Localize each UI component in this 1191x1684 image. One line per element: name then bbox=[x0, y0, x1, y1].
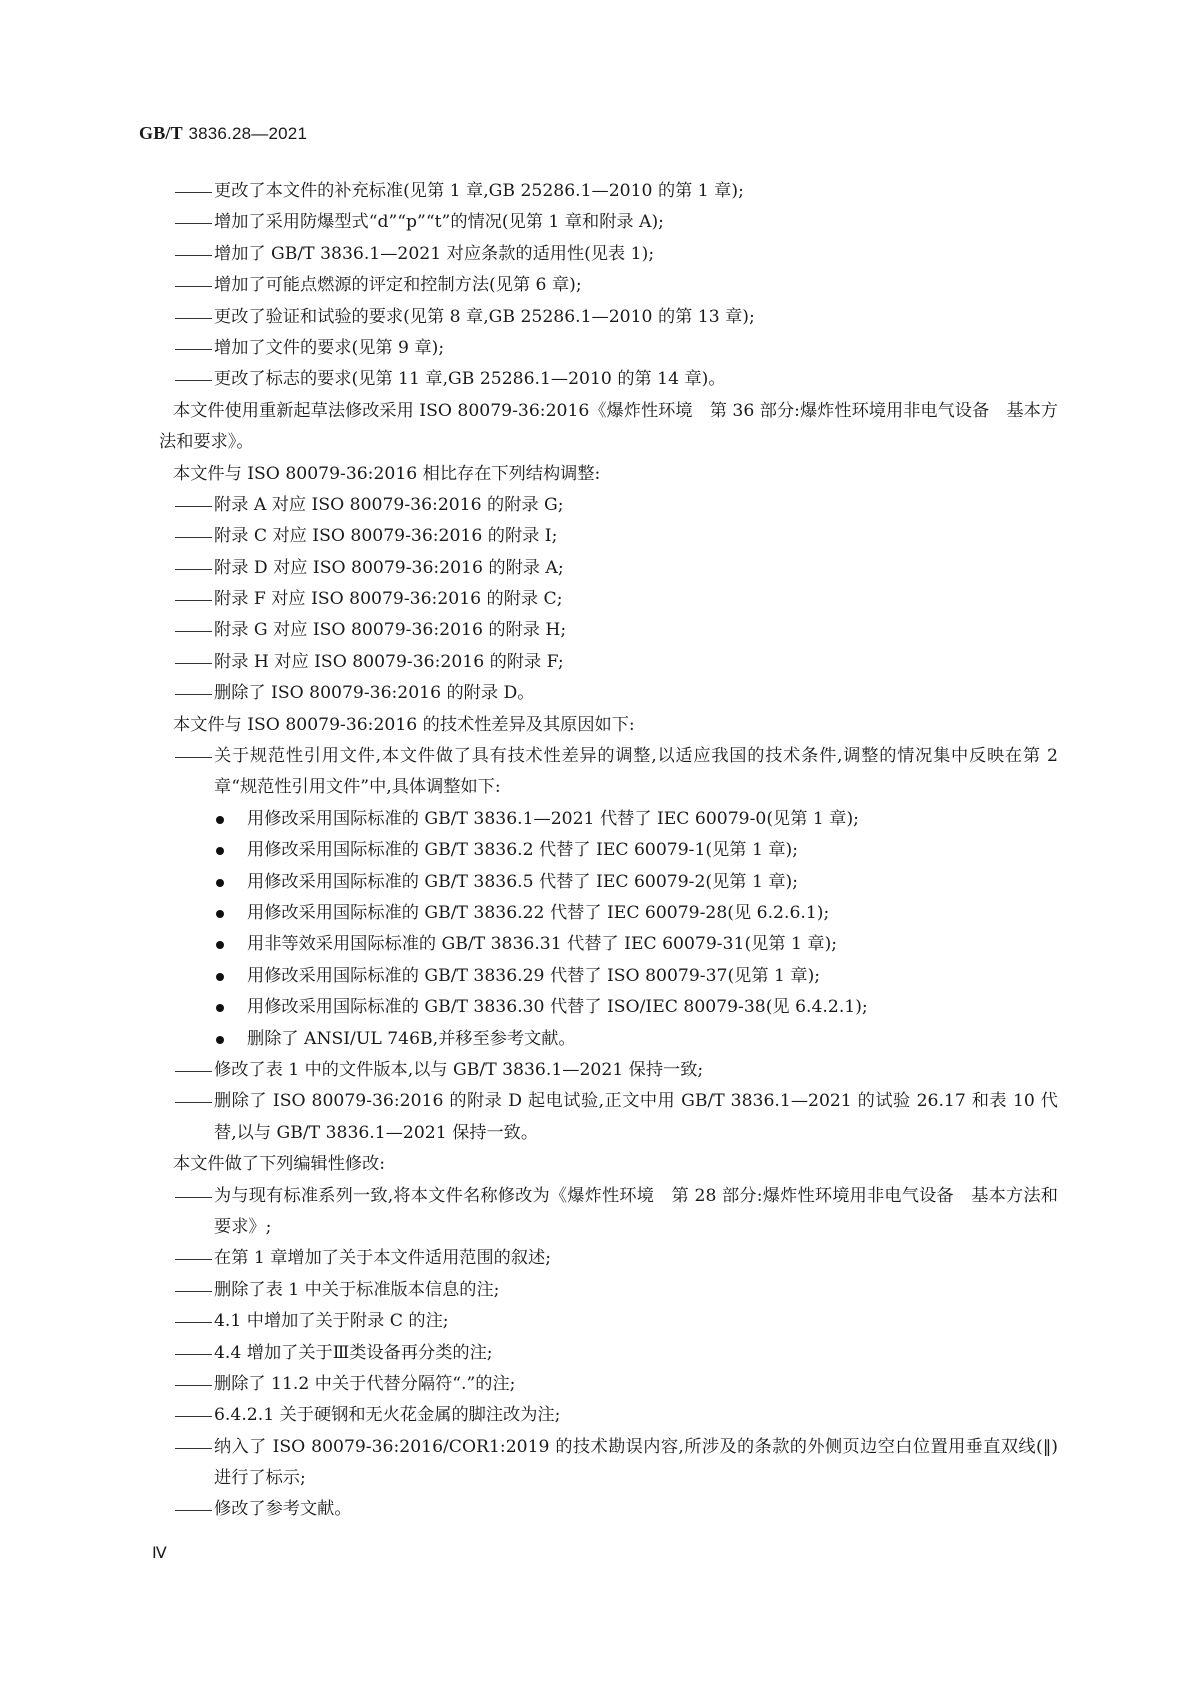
bullet-icon bbox=[216, 941, 224, 949]
list-item: 删除了表 1 中关于标准版本信息的注; bbox=[214, 1279, 500, 1300]
bullet-item: 用修改采用国际标准的 GB/T 3836.5 代替了 IEC 60079-2(见第 1 章); bbox=[173, 867, 1058, 898]
list-item: 附录 A 对应 ISO 80079-36:2016 的附录 G; bbox=[214, 494, 564, 515]
list-item: 增加了 GB/T 3836.1—2021 对应条款的适用性(见表 1); bbox=[214, 243, 655, 264]
bullet-item: 用修改采用国际标准的 GB/T 3836.22 代替了 IEC 60079-28(见 6.2.6.1); bbox=[173, 898, 1058, 929]
bullet-item: 用非等效采用国际标准的 GB/T 3836.31 代替了 IEC 60079-31(见第 1 章); bbox=[173, 929, 1058, 960]
bullet-icon bbox=[216, 1004, 224, 1012]
list-item: 更改了验证和试验的要求(见第 8 章,GB 25286.1—2010 的第 13 章); bbox=[214, 306, 755, 327]
bullet-icon bbox=[216, 879, 224, 887]
bullet-item: 用修改采用国际标准的 GB/T 3836.1—2021 代替了 IEC 60079-0(见第 1 章); bbox=[173, 804, 1058, 835]
list-item: 4.4 增加了关于Ⅲ类设备再分类的注; bbox=[214, 1342, 493, 1363]
list-item: 更改了本文件的补充标准(见第 1 章,GB 25286.1—2010 的第 1 章); bbox=[214, 181, 744, 201]
list-item: 附录 H 对应 ISO 80079-36:2016 的附录 F; bbox=[214, 651, 564, 672]
list-item: 删除了 ISO 80079-36:2016 的附录 D 起电试验,正文中用 GB/T 3836.1—2021 的试验 26.17 和表 10 代替,以与 GB/T 3836.1—2021 保持一致。 bbox=[214, 1091, 1058, 1143]
list-item: 更改了标志的要求(见第 11 章,GB 25286.1—2010 的第 14 章)。 bbox=[214, 369, 726, 390]
list-item: 附录 F 对应 ISO 80079-36:2016 的附录 C; bbox=[214, 589, 563, 610]
page-number: Ⅳ bbox=[152, 1545, 167, 1562]
bullet-item: 删除了 ANSI/UL 746B,并移至参考文献。 bbox=[173, 1024, 1058, 1055]
foreword-body bbox=[159, 176, 1058, 1526]
list-item: 为与现有标准系列一致,将本文件名称修改为《爆炸性环境 第 28 部分:爆炸性环境用非电气设备 基本方法和要求》; bbox=[214, 1185, 1058, 1237]
list-item: 增加了文件的要求(见第 9 章); bbox=[214, 337, 445, 358]
list-item: 删除了 11.2 中关于代替分隔符“.”的注; bbox=[214, 1373, 516, 1394]
list-item: 增加了采用防爆型式“d”“p”“t”的情况(见第 1 章和附录 A); bbox=[214, 212, 664, 233]
bullet-item: 用修改采用国际标准的 GB/T 3836.29 代替了 ISO 80079-37(见第 1 章); bbox=[173, 961, 1058, 992]
list-item: 6.4.2.1 关于硬钢和无火花金属的脚注改为注; bbox=[214, 1405, 561, 1426]
list-item: 在第 1 章增加了关于本文件适用范围的叙述; bbox=[214, 1248, 552, 1269]
editorial-intro: 本文件做了下列编辑性修改: bbox=[173, 1154, 386, 1175]
document-header bbox=[139, 123, 307, 144]
bullet-icon bbox=[216, 910, 224, 918]
bullet-icon bbox=[216, 1036, 224, 1044]
structure-intro: 本文件与 ISO 80079-36:2016 相比存在下列结构调整: bbox=[173, 463, 601, 484]
bullet-icon bbox=[216, 973, 224, 981]
list-item: 关于规范性引用文件,本文件做了具有技术性差异的调整,以适应我国的技术条件,调整的情况集中反映在第 2 章“规范性引用文件”中,具体调整如下: bbox=[214, 746, 1058, 798]
list-item: 纳入了 ISO 80079-36:2016/COR1:2019 的技术勘误内容,所涉及的条款的外侧页边空白位置用垂直双线(‖)进行了标示; bbox=[214, 1436, 1058, 1489]
list-item: 修改了表 1 中的文件版本,以与 GB/T 3836.1—2021 保持一致; bbox=[214, 1059, 704, 1080]
bullet-item: 用修改采用国际标准的 GB/T 3836.2 代替了 IEC 60079-1(见第 1 章); bbox=[173, 835, 1058, 866]
bullet-item: 用修改采用国际标准的 GB/T 3836.30 代替了 ISO/IEC 80079-38(见 6.4.2.1); bbox=[173, 992, 1058, 1023]
list-item: 附录 G 对应 ISO 80079-36:2016 的附录 H; bbox=[214, 620, 567, 641]
list-item: 4.1 中增加了关于附录 C 的注; bbox=[214, 1311, 449, 1332]
standard-code: 3836.28—2021 bbox=[188, 124, 308, 143]
list-item: 删除了 ISO 80079-36:2016 的附录 D。 bbox=[214, 683, 535, 704]
bullet-icon bbox=[216, 847, 224, 855]
bullet-icon bbox=[216, 816, 224, 824]
list-item: 增加了可能点燃源的评定和控制方法(见第 6 章); bbox=[214, 275, 582, 296]
list-item: 附录 D 对应 ISO 80079-36:2016 的附录 A; bbox=[214, 557, 564, 578]
adoption-paragraph: 本文件使用重新起草法修改采用 ISO 80079-36:2016《爆炸性环境 第 36 部分:爆炸性环境用非电气设备 基本方法和要求》。 bbox=[159, 400, 1058, 453]
standard-prefix: GB/T bbox=[139, 123, 183, 143]
technical-intro: 本文件与 ISO 80079-36:2016 的技术性差异及其原因如下: bbox=[173, 714, 635, 735]
list-item: 修改了参考文献。 bbox=[214, 1499, 352, 1520]
list-item: 附录 C 对应 ISO 80079-36:2016 的附录 I; bbox=[214, 526, 558, 547]
